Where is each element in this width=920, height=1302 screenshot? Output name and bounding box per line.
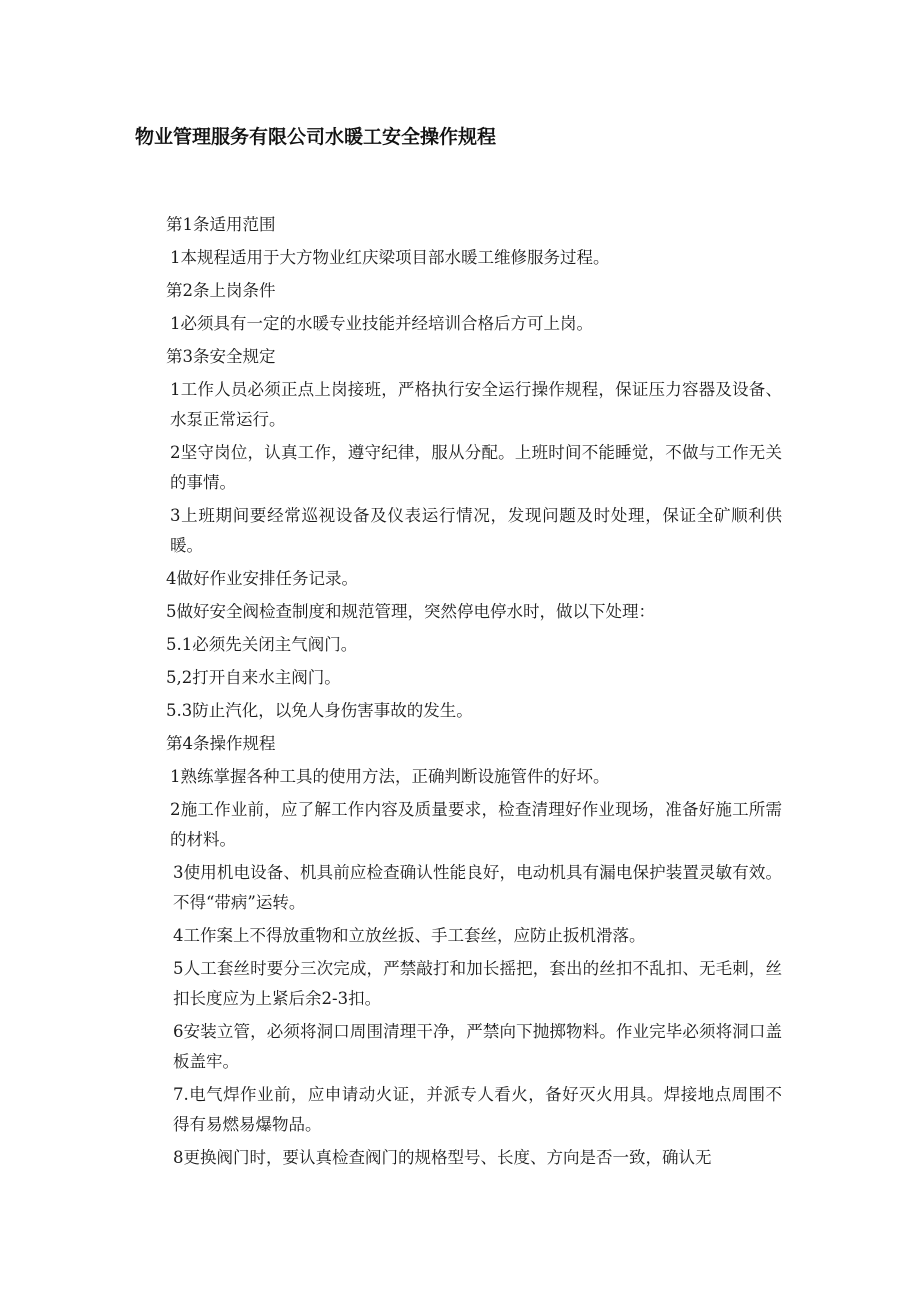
paragraph: 1必须具有一定的水暖专业技能并经培训合格后方可上岗。	[170, 314, 593, 333]
paragraph: 4做好作业安排任务记录。	[166, 569, 358, 588]
paragraph: 1本规程适用于大方物业红庆梁项目部水暖工维修服务过程。	[170, 248, 610, 267]
section-heading: 第4条操作规程	[166, 734, 276, 753]
section-heading: 第3条安全规定	[166, 347, 276, 366]
paragraph: 7.电气焊作业前，应申请动火证，并派专人看火，备好灭火用具。焊接地点周围不得有易燃易爆物品。	[173, 1085, 782, 1134]
section-heading: 第2条上岗条件	[166, 281, 276, 300]
paragraph: 2坚守岗位，认真工作，遵守纪律，服从分配。上班时间不能睡觉，不做与工作无关的事情。	[170, 443, 782, 492]
paragraph: 2施工作业前，应了解工作内容及质量要求，检查清理好作业现场，准备好施工所需的材料。	[170, 800, 782, 849]
paragraph: 4工作案上不得放重物和立放丝扳、手工套丝，应防止扳机滑落。	[173, 926, 646, 945]
paragraph: 1熟练掌握各种工具的使用方法，正确判断设施管件的好坏。	[170, 767, 610, 786]
paragraph: 1工作人员必须正点上岗接班，严格执行安全运行操作规程，保证压力容器及设备、水泵正常运行。	[170, 380, 782, 429]
paragraph: 5.1必须先关闭主气阀门。	[166, 635, 358, 654]
section-heading: 第1条适用范围	[166, 215, 276, 234]
paragraph: 5做好安全阀检查制度和规范管理，突然停电停水时，做以下处理：	[166, 602, 655, 621]
paragraph: 3上班期间要经常巡视设备及仪表运行情况，发现问题及时处理，保证全矿顺利供暖。	[170, 506, 782, 555]
paragraph: 3使用机电设备、机具前应检查确认性能良好，电动机具有漏电保护装置灵敏有效。不得“带病”运转。	[173, 863, 782, 912]
paragraph: 5,2打开自来水主阀门。	[166, 668, 341, 687]
document-body	[166, 210, 782, 1176]
paragraph: 6安装立管，必须将洞口周围清理干净，严禁向下抛掷物料。作业完毕必须将洞口盖板盖牢。	[173, 1022, 782, 1071]
paragraph: 8更换阀门时，要认真检查阀门的规格型号、长度、方向是否一致，确认无	[173, 1148, 712, 1167]
document-title: 物业管理服务有限公司水暖工安全操作规程	[135, 126, 497, 148]
paragraph: 5人工套丝时要分三次完成，严禁敲打和加长摇把，套出的丝扣不乱扣、无毛刺，丝扣长度应为上紧后余2-3扣。	[173, 959, 782, 1008]
paragraph: 5.3防止汽化，以免人身伤害事故的发生。	[166, 701, 473, 720]
